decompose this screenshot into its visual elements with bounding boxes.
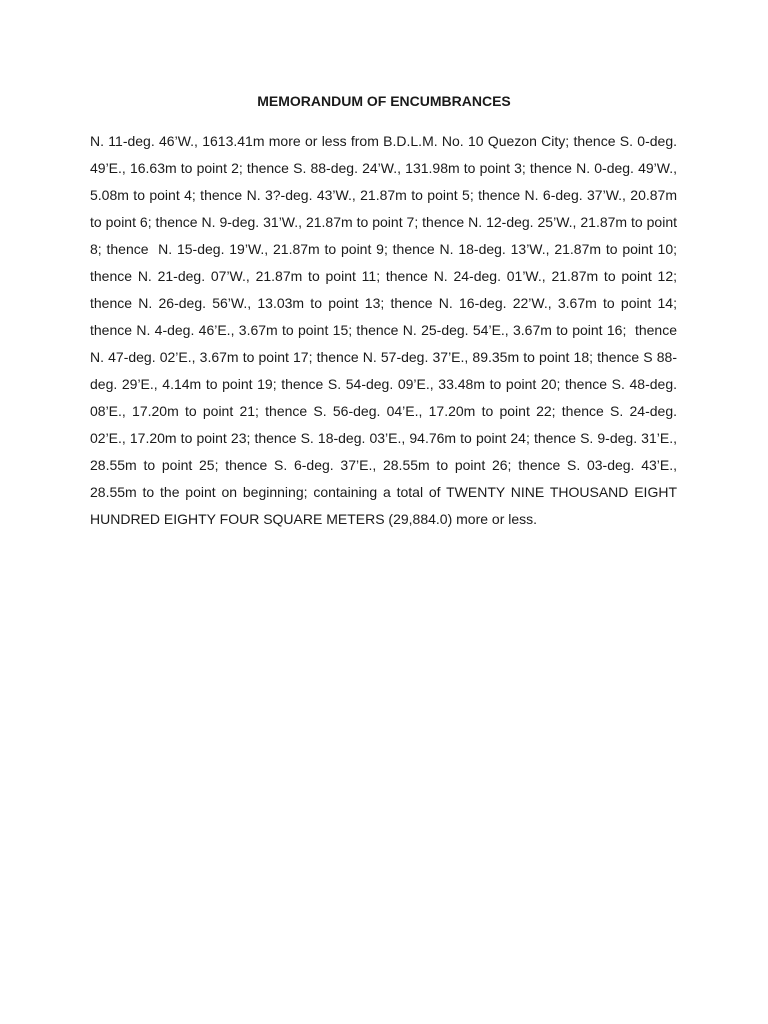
document-title: MEMORANDUM OF ENCUMBRANCES: [257, 93, 511, 109]
document-body-paragraph: N. 11-deg. 46’W., 1613.41m more or less from B.D.L.M. No. 10 Quezon City; thence S. 0-deg. 49’E., 16.63m to point 2; thence S. 88-deg. 24’W., 131.98m to point 3; thence N. 0-deg. 49’W., 5.08m to point 4; thence N. 3?-deg. 43’W., 21.87m to point 5; thence N. 6-deg. 37’W., 20.87m to point 6; thence N. 9-deg. 31’W., 21.87m to point 7; thence N. 12-deg. 25’W., 21.87m to point 8; thence N. 15-deg. 19’W., 21.87m to point 9; thence N. 18-deg. 13’W., 21.87m to point 10; thence N. 21-deg. 07’W., 21.87m to point 11; thence N. 24-deg. 01’W., 21.87m to point 12; thence N. 26-deg. 56’W., 13.03m to point 13; thence N. 16-deg. 22’W., 3.67m to point 14; thence N. 4-deg. 46’E., 3.67m to point 15; thence N. 25-deg. 54’E., 3.67m to point 16; thence N. 47-deg. 02’E., 3.67m to point 17; thence N. 57-deg. 37’E., 89.35m to point 18; thence S 88-deg. 29’E., 4.14m to point 19; thence S. 54-deg. 09’E., 33.48m to point 20; thence S. 48-deg. 08’E., 17.20m to point 21; thence S. 56-deg. 04’E., 17.20m to point 22; thence S. 24-deg. 02’E., 17.20m to point 23; thence S. 18-deg. 03’E., 94.76m to point 24; thence S. 9-deg. 31’E., 28.55m to point 25; thence S. 6-deg. 37’E., 28.55m to point 26; thence S. 03-deg. 43’E., 28.55m to the point on beginning; containing a total of TWENTY NINE THOUSAND EIGHT HUNDRED EIGHTY FOUR SQUARE METERS (29,884.0) more or less.: [90, 133, 681, 527]
